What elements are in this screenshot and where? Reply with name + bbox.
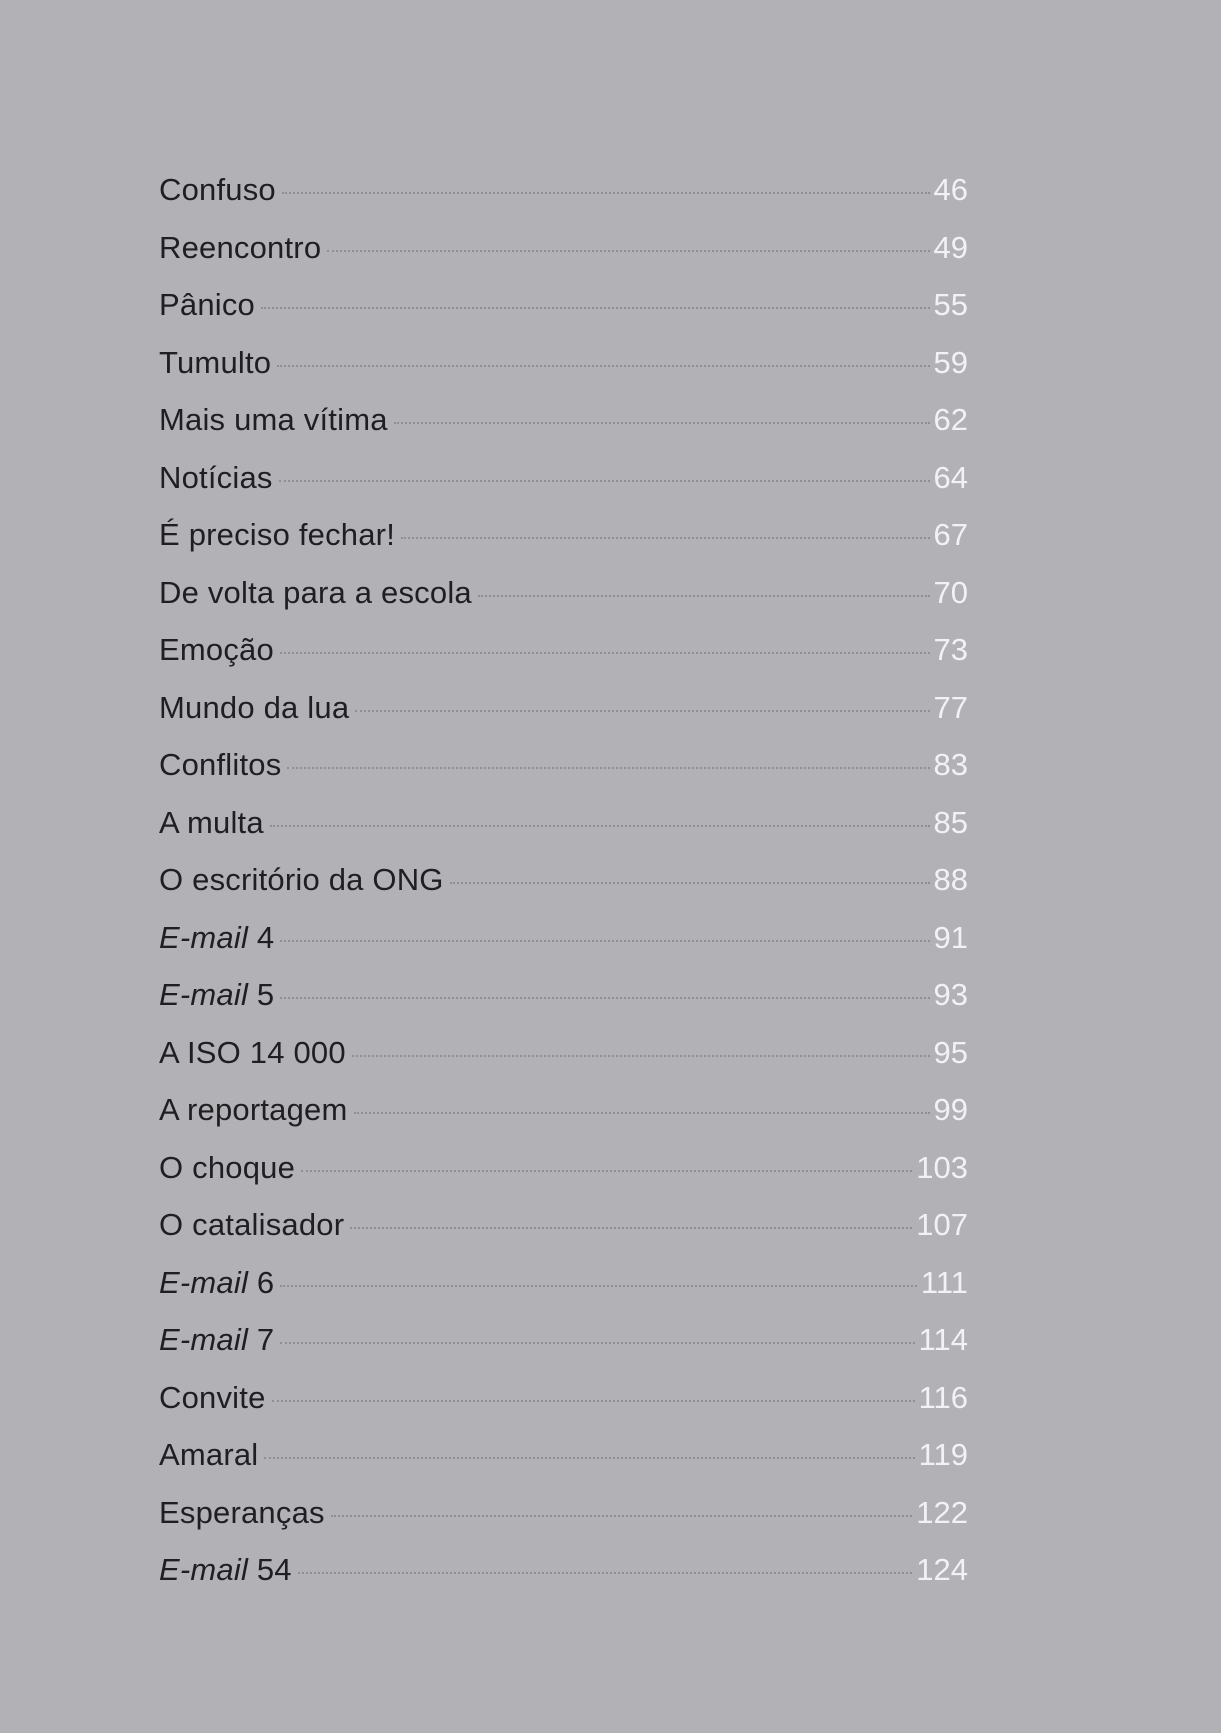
- toc-dot-leader: [401, 537, 930, 539]
- toc-dot-leader: [350, 1227, 912, 1229]
- toc-entry-title: [159, 230, 321, 266]
- toc-entry-title-text: 5: [248, 977, 275, 1012]
- toc-dot-leader: [298, 1572, 913, 1574]
- toc-dot-leader: [354, 1112, 930, 1114]
- toc-entry-title-italic: E-mail: [159, 1322, 249, 1357]
- toc-dot-leader: [270, 825, 930, 827]
- toc-entry-title-text: Pânico: [159, 287, 255, 322]
- toc-entry-title-text: É preciso fechar!: [159, 517, 396, 552]
- toc-entry: [159, 1380, 968, 1438]
- toc-page-number: 114: [918, 1322, 968, 1357]
- toc-entry-title: [159, 460, 273, 496]
- toc-entry: [159, 690, 968, 748]
- toc-entry-title: [159, 1092, 348, 1128]
- toc-entry-title-text: A multa: [159, 804, 264, 840]
- toc-dot-leader: [394, 422, 930, 424]
- toc-entry-title-text: O choque: [159, 1149, 296, 1185]
- toc-entry: [159, 1265, 968, 1323]
- toc-page-number: 116: [918, 1379, 968, 1415]
- toc-entry-title: [159, 805, 264, 841]
- toc-entry-title: [159, 402, 388, 438]
- toc-entry: [159, 747, 968, 805]
- toc-entry: [159, 862, 968, 920]
- toc-entry: [159, 575, 968, 633]
- toc-dot-leader: [327, 250, 929, 252]
- toc-entry-title-text: Mais uma vítima: [159, 402, 388, 437]
- toc-entry: [159, 460, 968, 518]
- toc-entry-title-text: O catalisador: [159, 1207, 345, 1242]
- toc-entry-title-italic: E-mail: [159, 1552, 249, 1587]
- toc-entry-title: [159, 1552, 292, 1588]
- toc-page-number: 88: [933, 862, 968, 897]
- toc-entry-title: [159, 517, 395, 553]
- toc-entry-title-text: Notícias: [159, 459, 273, 495]
- toc-entry: [159, 1207, 968, 1265]
- toc-page-number: 77: [933, 689, 968, 725]
- toc-dot-leader: [450, 882, 930, 884]
- toc-dot-leader: [287, 767, 929, 769]
- toc-entry-title: [159, 345, 271, 381]
- toc-entry: [159, 1322, 968, 1380]
- toc-entry: [159, 1150, 968, 1208]
- toc-entry: [159, 977, 968, 1035]
- toc-entry-title-text: A ISO 14 000: [159, 1034, 346, 1070]
- toc-entry-title-italic: E-mail: [159, 977, 249, 1012]
- toc-entry-title-text: Confuso: [159, 172, 276, 207]
- table-of-contents: [159, 172, 968, 1610]
- toc-entry-title: [159, 1207, 344, 1243]
- toc-page-number: 124: [916, 1552, 968, 1587]
- toc-entry: [159, 1035, 968, 1093]
- toc-entry-title-italic: E-mail: [159, 1264, 249, 1300]
- toc-dot-leader: [277, 365, 929, 367]
- toc-entry-title-text: Amaral: [159, 1437, 259, 1472]
- toc-page-number: 70: [933, 574, 968, 610]
- toc-entry-title-text: Esperanças: [159, 1494, 325, 1530]
- toc-dot-leader: [280, 1285, 917, 1287]
- toc-dot-leader: [272, 1400, 915, 1402]
- toc-page-number: 107: [916, 1207, 968, 1242]
- toc-page-number: 119: [918, 1437, 968, 1472]
- toc-entry-title-text: Reencontro: [159, 229, 322, 265]
- toc-page-number: 46: [933, 172, 968, 207]
- toc-entry-title-text: A reportagem: [159, 1092, 348, 1127]
- toc-entry-title: [159, 1265, 274, 1301]
- toc-page-number: 55: [933, 287, 968, 322]
- toc-entry-title: [159, 1035, 346, 1071]
- toc-entry: [159, 230, 968, 288]
- toc-entry: [159, 805, 968, 863]
- toc-entry-title-italic: E-mail: [159, 919, 249, 955]
- toc-dot-leader: [280, 940, 929, 942]
- toc-entry-title: [159, 575, 472, 611]
- toc-entry-title-text: 6: [248, 1264, 275, 1300]
- toc-entry-title: [159, 1437, 258, 1473]
- toc-page-number: 59: [933, 344, 968, 380]
- toc-entry-title-text: 4: [248, 919, 275, 955]
- toc-page-number: 103: [916, 1149, 968, 1185]
- toc-page-number: 93: [933, 977, 968, 1012]
- toc-entry-title: [159, 1495, 325, 1531]
- toc-entry-title: [159, 1380, 266, 1416]
- toc-entry-title: [159, 977, 274, 1013]
- toc-entry-title-text: O escritório da ONG: [159, 862, 444, 897]
- toc-dot-leader: [331, 1515, 913, 1517]
- toc-dot-leader: [282, 192, 930, 194]
- toc-entry-title-text: Mundo da lua: [159, 689, 350, 725]
- toc-entry: [159, 1495, 968, 1553]
- toc-dot-leader: [355, 710, 929, 712]
- toc-entry: [159, 402, 968, 460]
- toc-entry: [159, 1437, 968, 1495]
- toc-page-number: 91: [933, 919, 968, 955]
- toc-entry-title-text: Tumulto: [159, 344, 272, 380]
- toc-page-number: 99: [933, 1092, 968, 1127]
- toc-entry: [159, 632, 968, 690]
- toc-page-number: 49: [933, 229, 968, 265]
- toc-page-number: 64: [933, 459, 968, 495]
- toc-dot-leader: [264, 1457, 914, 1459]
- toc-entry: [159, 920, 968, 978]
- toc-entry-title-text: 54: [248, 1552, 292, 1587]
- toc-entry: [159, 1552, 968, 1610]
- toc-entry: [159, 287, 968, 345]
- toc-entry-title-text: 7: [248, 1322, 275, 1357]
- toc-entry-title: [159, 1150, 295, 1186]
- toc-entry-title: [159, 690, 349, 726]
- toc-entry-title: [159, 747, 281, 783]
- toc-dot-leader: [478, 595, 930, 597]
- toc-page-number: 83: [933, 747, 968, 782]
- toc-entry: [159, 1092, 968, 1150]
- toc-dot-leader: [280, 1342, 914, 1344]
- toc-entry-title: [159, 862, 444, 898]
- toc-dot-leader: [279, 480, 930, 482]
- toc-page-number: 67: [933, 517, 968, 552]
- toc-dot-leader: [261, 307, 930, 309]
- toc-entry: [159, 517, 968, 575]
- toc-entry-title-text: Emoção: [159, 632, 274, 667]
- toc-dot-leader: [352, 1055, 930, 1057]
- toc-entry-title: [159, 1322, 274, 1358]
- toc-entry: [159, 345, 968, 403]
- toc-page-number: 62: [933, 402, 968, 437]
- toc-page-number: 85: [933, 804, 968, 840]
- toc-entry-title-text: Convite: [159, 1379, 266, 1415]
- toc-entry-title: [159, 632, 274, 668]
- toc-entry-title: [159, 287, 255, 323]
- toc-dot-leader: [301, 1170, 912, 1172]
- toc-page-number: 95: [933, 1034, 968, 1070]
- toc-page-number: 122: [916, 1494, 968, 1530]
- toc-entry-title-text: Conflitos: [159, 747, 282, 782]
- toc-entry-title: [159, 920, 274, 956]
- toc-entry: [159, 172, 968, 230]
- toc-entry-title-text: De volta para a escola: [159, 574, 472, 610]
- toc-page-number: 111: [920, 1264, 968, 1300]
- toc-dot-leader: [280, 652, 930, 654]
- toc-page-number: 73: [933, 632, 968, 667]
- toc-entry-title: [159, 172, 276, 208]
- toc-dot-leader: [280, 997, 929, 999]
